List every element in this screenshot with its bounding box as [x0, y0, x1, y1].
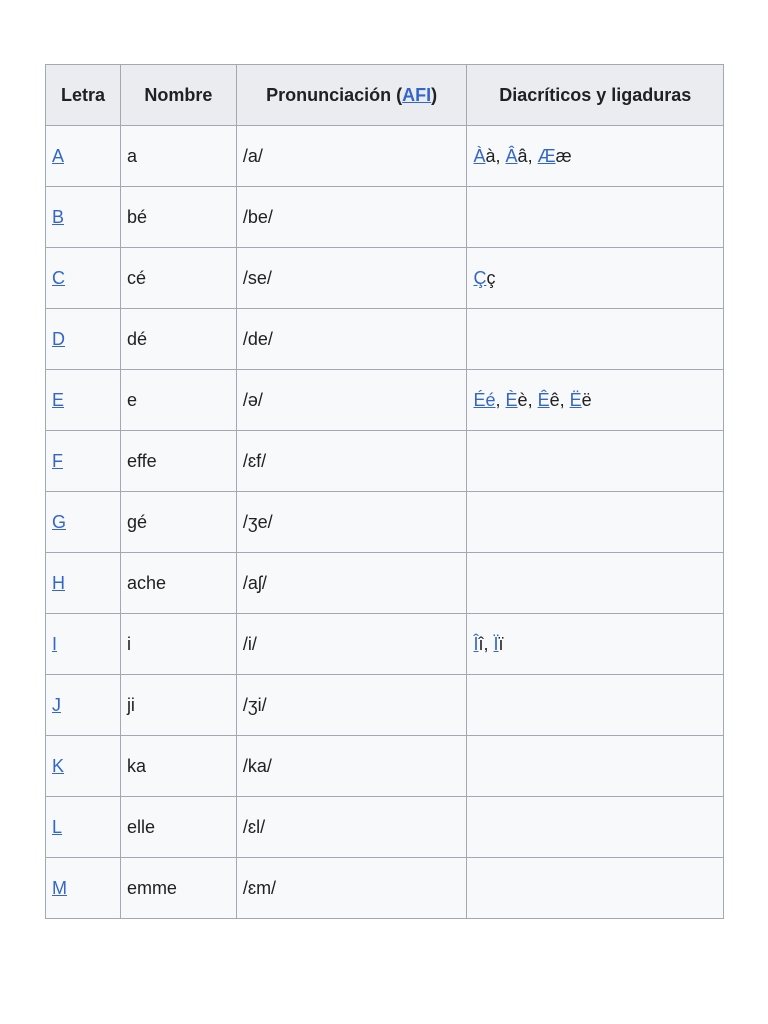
letter-link[interactable]: H: [52, 572, 65, 593]
diacritic-link[interactable]: Éé: [473, 389, 496, 410]
ipa-cell: /ʒe/: [236, 492, 467, 553]
name-cell: elle: [120, 797, 236, 858]
diacritic-item: [473, 268, 495, 288]
table-body: [46, 126, 724, 919]
diacritic-separator: ,: [527, 389, 538, 410]
diacritics-cell: [467, 309, 724, 370]
letter-link[interactable]: B: [52, 206, 65, 227]
afi-link[interactable]: AFI: [402, 84, 432, 105]
table-row: [46, 187, 724, 248]
table-row: [46, 248, 724, 309]
name-cell: effe: [120, 431, 236, 492]
name-cell: emme: [120, 858, 236, 919]
letter-cell: [46, 248, 121, 309]
ipa-cell: /ka/: [236, 736, 467, 797]
diacritics-cell: [467, 492, 724, 553]
letter-cell: [46, 858, 121, 919]
letter-link[interactable]: J: [52, 694, 61, 715]
diacritics-cell: [467, 797, 724, 858]
diacritic-link[interactable]: Ï: [493, 633, 499, 654]
table-header-row: [46, 65, 724, 126]
header-pronunciacion-prefix: Pronunciación (: [266, 84, 403, 105]
diacritic-separator: ,: [527, 145, 538, 166]
diacritic-link[interactable]: Ë: [569, 389, 582, 410]
name-cell: ji: [120, 675, 236, 736]
diacritics-cell: [467, 187, 724, 248]
letter-cell: [46, 492, 121, 553]
letter-cell: [46, 187, 121, 248]
header-pronunciacion-suffix: ): [431, 84, 438, 105]
ipa-cell: /aʃ/: [236, 553, 467, 614]
diacritic-lowercase: è: [517, 389, 528, 410]
ipa-cell: /ɛf/: [236, 431, 467, 492]
diacritic-lowercase: ë: [581, 389, 592, 410]
letter-cell: [46, 126, 121, 187]
letter-cell: [46, 797, 121, 858]
ipa-cell: /de/: [236, 309, 467, 370]
diacritic-lowercase: â: [517, 145, 528, 166]
diacritic-link[interactable]: À: [473, 145, 486, 166]
table-row: [46, 736, 724, 797]
name-cell: a: [120, 126, 236, 187]
table-row: [46, 431, 724, 492]
ipa-cell: /ɛm/: [236, 858, 467, 919]
letter-cell: [46, 553, 121, 614]
diacritic-lowercase: ç: [486, 267, 496, 288]
table-row: [46, 370, 724, 431]
diacritics-cell: [467, 553, 724, 614]
letter-cell: [46, 614, 121, 675]
letter-link[interactable]: G: [52, 511, 67, 532]
diacritic-item: [473, 634, 483, 654]
name-cell: ka: [120, 736, 236, 797]
name-cell: e: [120, 370, 236, 431]
header-pronunciacion: [236, 65, 467, 126]
diacritics-cell: [467, 248, 724, 309]
letter-link[interactable]: D: [52, 328, 65, 349]
table-row: [46, 675, 724, 736]
table-row: [46, 614, 724, 675]
table-row: [46, 797, 724, 858]
letter-cell: [46, 431, 121, 492]
diacritic-separator: ,: [559, 389, 570, 410]
letter-link[interactable]: K: [52, 755, 65, 776]
letter-link[interactable]: F: [52, 450, 63, 471]
diacritics-cell: [467, 736, 724, 797]
diacritic-link[interactable]: È: [505, 389, 518, 410]
diacritic-item: [570, 390, 592, 410]
diacritic-separator: ,: [495, 145, 506, 166]
diacritic-item: [506, 146, 528, 166]
table-row: [46, 553, 724, 614]
ipa-cell: /i/: [236, 614, 467, 675]
letter-link[interactable]: E: [52, 389, 65, 410]
diacritic-item: [506, 390, 528, 410]
ipa-cell: /a/: [236, 126, 467, 187]
diacritic-item: [473, 390, 495, 410]
diacritics-cell: [467, 370, 724, 431]
header-letra: Letra: [46, 65, 121, 126]
name-cell: cé: [120, 248, 236, 309]
diacritic-link[interactable]: Ç: [473, 267, 487, 288]
ipa-cell: /be/: [236, 187, 467, 248]
table-row: [46, 126, 724, 187]
diacritic-link[interactable]: Ê: [537, 389, 550, 410]
ipa-cell: /ə/: [236, 370, 467, 431]
letter-cell: [46, 736, 121, 797]
diacritics-cell: [467, 431, 724, 492]
diacritic-lowercase: ï: [498, 633, 504, 654]
diacritic-item: [538, 390, 560, 410]
diacritic-link[interactable]: Î: [473, 633, 479, 654]
header-diacriticos: Diacríticos y ligaduras: [467, 65, 724, 126]
ipa-cell: /ʒi/: [236, 675, 467, 736]
letter-cell: [46, 370, 121, 431]
diacritic-lowercase: æ: [555, 145, 572, 166]
diacritics-cell: [467, 675, 724, 736]
diacritic-item: [494, 634, 504, 654]
name-cell: i: [120, 614, 236, 675]
table-row: [46, 492, 724, 553]
ipa-cell: /ɛl/: [236, 797, 467, 858]
ipa-cell: /se/: [236, 248, 467, 309]
diacritic-separator: ,: [495, 389, 506, 410]
diacritic-link[interactable]: Â: [505, 145, 518, 166]
diacritic-lowercase: î: [478, 633, 484, 654]
table-row: [46, 309, 724, 370]
diacritic-item: [538, 146, 572, 166]
letter-link[interactable]: M: [52, 877, 67, 898]
letter-cell: [46, 309, 121, 370]
diacritics-cell: [467, 126, 724, 187]
letter-cell: [46, 675, 121, 736]
diacritics-cell: [467, 858, 724, 919]
diacritic-item: [473, 146, 495, 166]
diacritic-separator: ,: [483, 633, 494, 654]
table-row: [46, 858, 724, 919]
name-cell: ache: [120, 553, 236, 614]
name-cell: dé: [120, 309, 236, 370]
diacritics-cell: [467, 614, 724, 675]
header-nombre: Nombre: [120, 65, 236, 126]
diacritic-link[interactable]: Æ: [537, 145, 556, 166]
letter-link[interactable]: A: [52, 145, 65, 166]
letter-link[interactable]: C: [52, 267, 65, 288]
letter-link[interactable]: L: [52, 816, 63, 837]
alphabet-table: [45, 64, 724, 919]
name-cell: bé: [120, 187, 236, 248]
name-cell: gé: [120, 492, 236, 553]
diacritic-lowercase: à: [485, 145, 496, 166]
letter-link[interactable]: I: [52, 633, 58, 654]
diacritic-lowercase: ê: [549, 389, 560, 410]
